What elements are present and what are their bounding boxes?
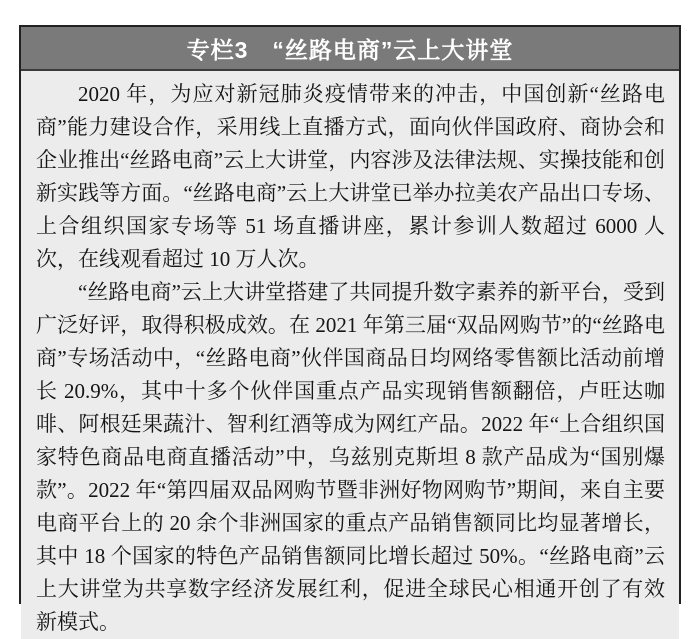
column-box [19, 25, 681, 634]
column-box-header [21, 27, 679, 71]
paragraph-2: “丝路电商”云上大讲堂搭建了共同提升数字素养的新平台，受到广泛好评，取得积极成效。在 2021 年第三届“双品网购节”的“丝路电商”专场活动中，“丝路电商”伙伴国商品日均网络零售额比活动前增长 20.9%，其中十多个伙伴国重点产品实现销售额翻倍，卢旺达咖啡、阿根廷果蔬汁、智利红酒等成为网红产品。2022 年“上合组织国家特色商品电商直播活动”中，乌兹别克斯坦 8 款产品成为“国别爆款”。2022 年“第四届双品网购节暨非洲好物网购节”期间，来自主要电商平台上的 20 余个非洲国家的重点产品销售额同比均显著增长，其中 18 个国家的特色产品销售额同比增长超过 50%。“丝路电商”云上大讲堂为共享数字经济发展红利，促进全球民心相通开创了有效新模式。 [36, 280, 665, 634]
column-box-title: 专栏3 “丝路电商”云上大讲堂 [186, 36, 514, 63]
column-box-body [21, 71, 679, 639]
paragraph-1: 2020 年，为应对新冠肺炎疫情带来的冲击，中国创新“丝路电商”能力建设合作，采用线上直播方式，面向伙伴国政府、商协会和企业推出“丝路电商”云上大讲堂，内容涉及法律法规、实操技能和创新实践等方面。“丝路电商”云上大讲堂已举办拉美农产品出口专场、上合组织国家专场等 51 场直播讲座，累计参训人数超过 6000 人次，在线观看超过 10 万人次。 [36, 82, 665, 271]
